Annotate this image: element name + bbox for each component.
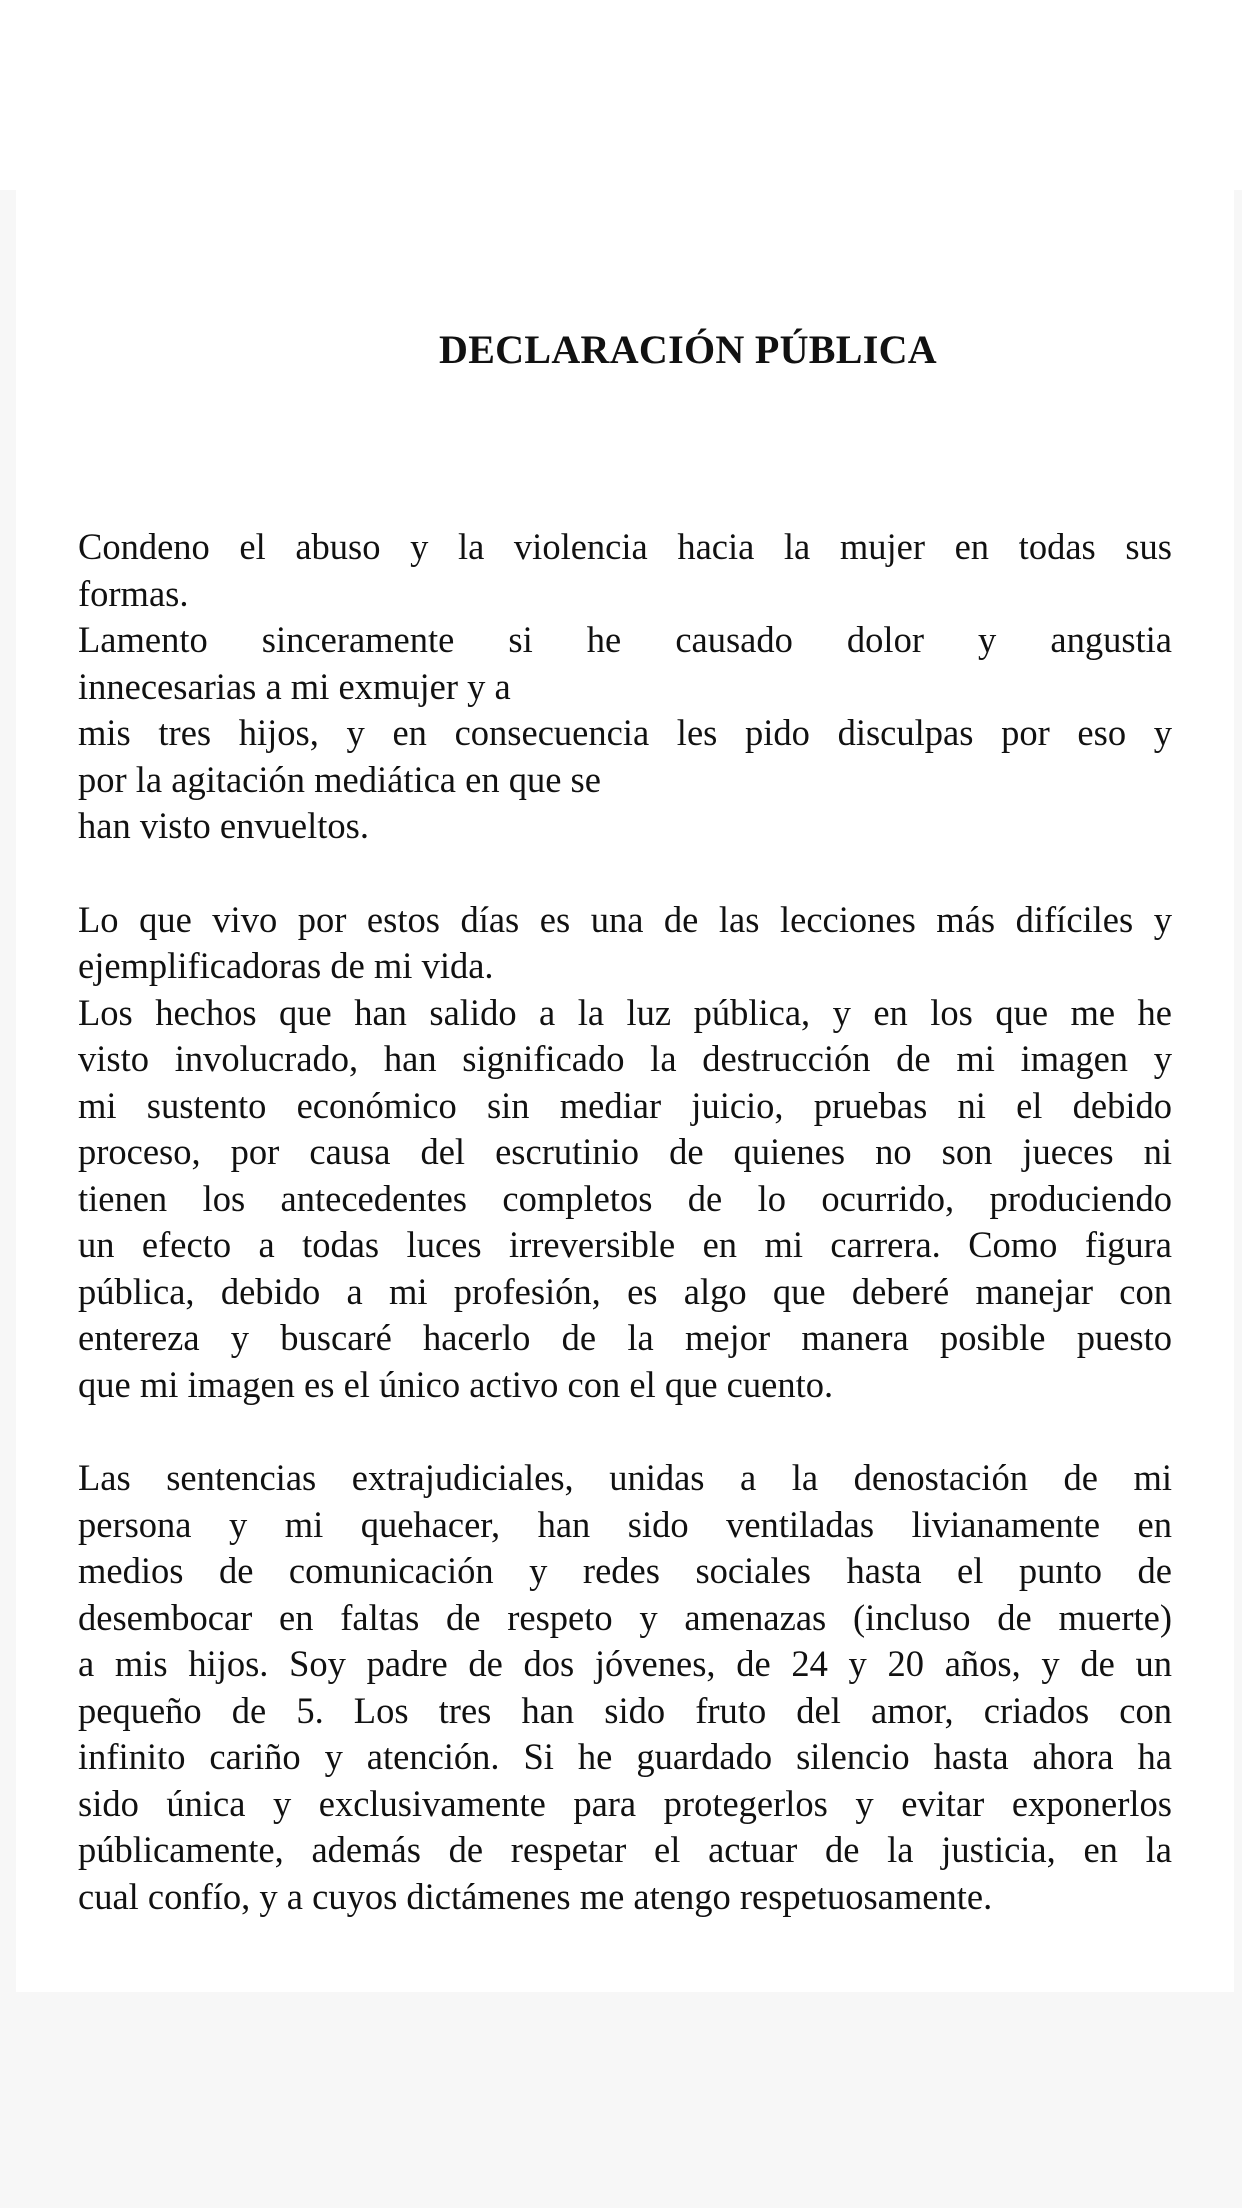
text-line: han visto envueltos.: [78, 805, 369, 846]
text-line: ejemplificadoras de mi vida.: [78, 945, 494, 986]
text-line: infinito cariño y atención. Si he guardado silencio hasta ahora ha: [78, 1736, 1172, 1777]
text-line: Las sentencias extrajudiciales, unidas a la denostación de mi: [78, 1457, 1172, 1498]
text-line: mis tres hijos, y en consecuencia les pido disculpas por eso y: [78, 712, 1172, 753]
text-line: tienen los antecedentes completos de lo ocurrido, produciendo: [78, 1177, 1172, 1219]
text-line: Lamento sinceramente si he causado dolor y angustia: [78, 619, 1172, 660]
text-line: públicamente, además de respetar el actuar de la justicia, en la: [78, 1829, 1172, 1870]
text-line: Los hechos que han salido a la luz pública, y en los que me he: [78, 991, 1172, 1033]
text-line: visto involucrado, han significado la destrucción de mi imagen y: [78, 1038, 1172, 1079]
text-line: a mis hijos. Soy padre de dos jóvenes, de 24 y 20 años, y de un: [78, 1643, 1172, 1684]
top-background-band: [0, 0, 1242, 190]
text-line: pequeño de 5. Los tres han sido fruto del amor, criados con: [78, 1689, 1172, 1731]
text-line: mi sustento económico sin mediar juicio, pruebas ni el debido: [78, 1084, 1172, 1126]
text-line: formas.: [78, 572, 189, 614]
text-line: innecesarias a mi exmujer y a: [78, 665, 511, 707]
text-line: Condeno el abuso y la violencia hacia la mujer en todas sus: [78, 526, 1172, 567]
text-line: pública, debido a mi profesión, es algo que deberé manejar con: [78, 1270, 1172, 1312]
text-line: Lo que vivo por estos días es una de las lecciones más difíciles y: [78, 898, 1172, 940]
text-line: que mi imagen es el único activo con el que cuento.: [78, 1363, 834, 1405]
text-line: medios de comunicación y redes sociales hasta el punto de: [78, 1550, 1172, 1591]
paragraph-2: [78, 897, 1172, 1409]
text-line: cual confío, y a cuyos dictámenes me atengo respetuosamente.: [78, 1875, 993, 1917]
paragraph-3: [78, 1455, 1172, 1920]
document-sheet: [16, 190, 1234, 1992]
paragraph-1: [78, 524, 1172, 850]
document-body: [78, 524, 1172, 1920]
text-line: sido única y exclusivamente para protegerlos y evitar exponerlos: [78, 1782, 1172, 1824]
text-line: desembocar en faltas de respeto y amenazas (incluso de muerte): [78, 1596, 1172, 1638]
text-line: persona y mi quehacer, han sido ventiladas livianamente en: [78, 1503, 1172, 1545]
text-line: un efecto a todas luces irreversible en mi carrera. Como figura: [78, 1224, 1172, 1265]
text-line: por la agitación mediática en que se: [78, 758, 601, 800]
document-title: DECLARACIÓN PÚBLICA: [439, 327, 937, 372]
text-line: proceso, por causa del escrutinio de quienes no son jueces ni: [78, 1131, 1172, 1172]
text-line: entereza y buscaré hacerlo de la mejor manera posible puesto: [78, 1317, 1172, 1358]
